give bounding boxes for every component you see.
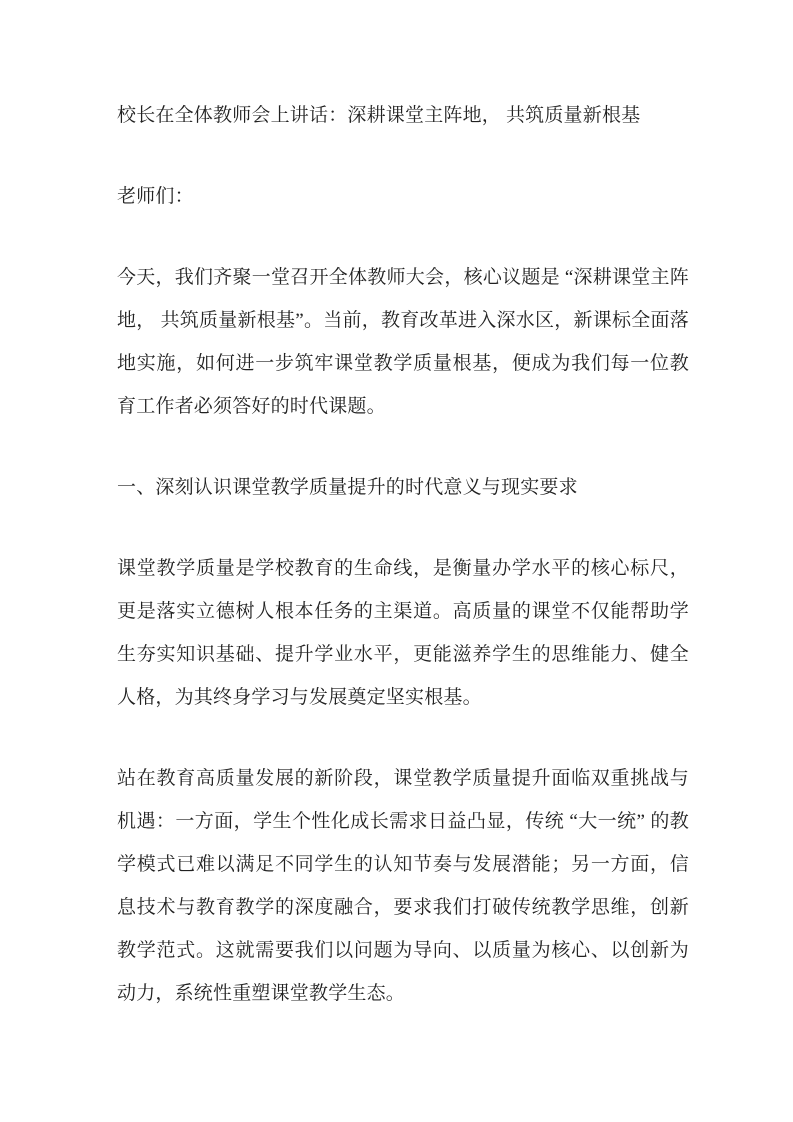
salutation: 老师们： — [117, 186, 194, 207]
document-title: 校长在全体教师会上讲话：深耕课堂主阵地， 共筑质量新根基 — [117, 105, 641, 126]
section-heading-1: 一、深刻认识课堂教学质量提升的时代意义与现实要求 — [117, 477, 578, 498]
paragraph-challenges-opportunities: 站在教育高质量发展的新阶段，课堂教学质量提升面临双重挑战与机遇：一方面，学生个性化成长需求日益凸显，传统 “大一统” 的教学模式已难以满足不同学生的认知节奏与发展潜能；另一方面，信息技术与教育教学的深度融合，要求我们打破传统教学思维，创新教学范式。这就需要我们以问题为导向、以质量为核心、以创新为动力，系统性重塑课堂教学生态。 — [117, 768, 689, 1004]
paragraph-intro: 今天，我们齐聚一堂召开全体教师大会，核心议题是 “深耕课堂主阵地， 共筑质量新根基”。当前，教育改革进入深水区，新课标全面落地实施，如何进一步筑牢课堂教学质量根基，便成为我们每一位教育工作者必须答好的时代课题。 — [117, 267, 689, 417]
paragraph-quality-lifeline: 课堂教学质量是学校教育的生命线，是衡量办学水平的核心标尺，更是落实立德树人根本任务的主渠道。高质量的课堂不仅能帮助学生夯实知识基础、提升学业水平，更能滋养学生的思维能力、健全人格，为其终身学习与发展奠定坚实根基。 — [117, 558, 689, 708]
